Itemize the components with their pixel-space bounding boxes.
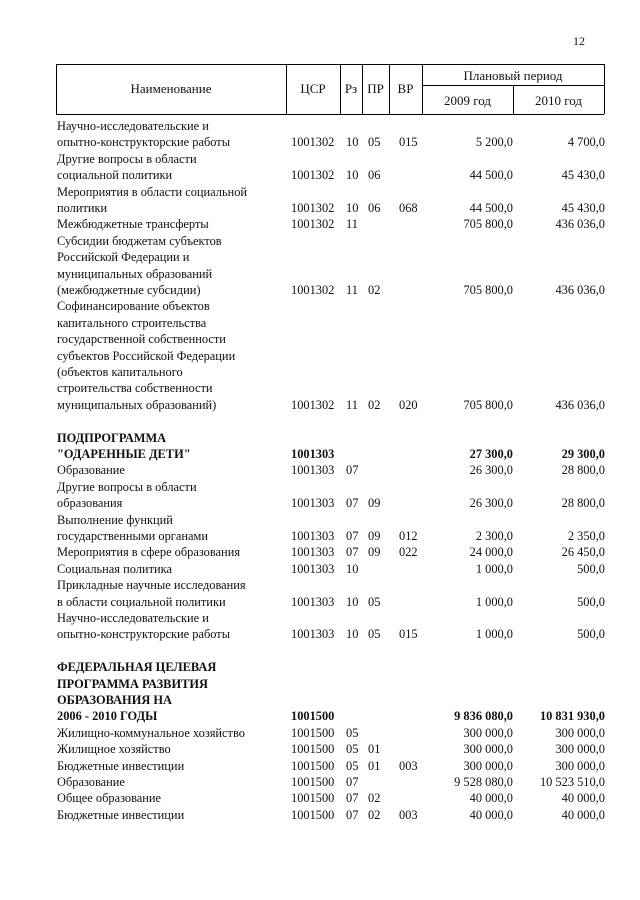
row-name: Межбюджетные трансферты bbox=[57, 217, 209, 232]
table-row bbox=[0, 151, 640, 167]
row-csr: 1001303 bbox=[291, 594, 335, 609]
row-value-2009: 1 000,0 bbox=[475, 561, 513, 576]
row-name: ФЕДЕРАЛЬНАЯ ЦЕЛЕВАЯ bbox=[57, 660, 217, 675]
row-csr: 1001303 bbox=[291, 496, 335, 511]
table-row bbox=[0, 512, 640, 528]
row-value-2009: 40 000,0 bbox=[469, 807, 513, 822]
table-row bbox=[0, 430, 640, 446]
table-row bbox=[0, 708, 640, 724]
row-rz: 10 bbox=[346, 201, 359, 215]
table-row bbox=[0, 626, 640, 642]
table-row bbox=[0, 807, 640, 823]
table-row bbox=[0, 348, 640, 364]
row-value-2010: 40 000,0 bbox=[561, 807, 605, 822]
row-vr: 015 bbox=[399, 627, 418, 642]
table-row bbox=[0, 233, 640, 249]
row-value-2010: 45 430,0 bbox=[561, 168, 605, 183]
row-rz: 11 bbox=[346, 283, 358, 297]
row-csr: 1001302 bbox=[291, 135, 335, 150]
row-value-2010: 300 000,0 bbox=[555, 742, 605, 757]
row-value-2009: 27 300,0 bbox=[469, 447, 513, 461]
row-name: Бюджетные инвестиции bbox=[57, 807, 185, 822]
table-row bbox=[0, 741, 640, 757]
table-row bbox=[0, 266, 640, 282]
row-rz: 10 bbox=[346, 168, 359, 183]
row-csr: 1001500 bbox=[291, 791, 335, 806]
row-csr: 1001302 bbox=[291, 168, 335, 183]
row-pr: 09 bbox=[368, 545, 381, 560]
row-name: Субсидии бюджетам субъектов bbox=[57, 233, 222, 248]
row-csr: 1001302 bbox=[291, 283, 335, 297]
table-row bbox=[0, 331, 640, 347]
table-row bbox=[0, 184, 640, 200]
table-row bbox=[0, 462, 640, 478]
row-rz: 10 bbox=[346, 135, 359, 150]
row-vr: 015 bbox=[399, 135, 418, 150]
table-row bbox=[0, 364, 640, 380]
row-name: Прикладные научные исследования bbox=[57, 578, 246, 593]
row-rz: 05 bbox=[346, 758, 359, 773]
table-row bbox=[0, 725, 640, 741]
row-rz: 07 bbox=[346, 496, 359, 511]
row-pr: 01 bbox=[368, 742, 381, 757]
row-name: Софинансирование объектов bbox=[57, 299, 210, 314]
row-name: Социальная политика bbox=[57, 561, 172, 576]
row-name: Выполнение функций bbox=[57, 512, 173, 527]
row-pr: 02 bbox=[368, 791, 381, 806]
row-value-2010: 300 000,0 bbox=[555, 725, 605, 740]
row-csr: 1001500 bbox=[291, 742, 335, 757]
table-row bbox=[0, 495, 640, 511]
row-vr: 068 bbox=[399, 201, 418, 215]
row-value-2010: 4 700,0 bbox=[567, 135, 605, 150]
table-row bbox=[0, 594, 640, 610]
row-value-2010: 500,0 bbox=[577, 627, 605, 642]
row-rz: 05 bbox=[346, 742, 359, 757]
header-name: Наименование bbox=[130, 81, 212, 96]
row-value-2009: 705 800,0 bbox=[463, 397, 513, 412]
header-period: Плановый период bbox=[463, 68, 563, 83]
row-value-2009: 300 000,0 bbox=[463, 742, 513, 757]
row-name: (межбюджетные субсидии) bbox=[57, 283, 201, 297]
table-row bbox=[0, 758, 640, 774]
row-rz: 11 bbox=[346, 217, 358, 232]
row-csr: 1001500 bbox=[291, 709, 335, 724]
row-value-2010: 500,0 bbox=[577, 594, 605, 609]
row-value-2009: 26 300,0 bbox=[469, 463, 513, 478]
header-vr: ВР bbox=[397, 81, 414, 96]
row-csr: 1001500 bbox=[291, 807, 335, 822]
row-name: Мероприятия в области социальной bbox=[57, 184, 248, 199]
table-row bbox=[0, 692, 640, 708]
header-csr: ЦСР bbox=[300, 81, 326, 96]
row-pr: 05 bbox=[368, 627, 381, 642]
table-row bbox=[0, 659, 640, 675]
row-rz: 07 bbox=[346, 775, 359, 789]
row-value-2009: 300 000,0 bbox=[463, 725, 513, 740]
row-name: государственными органами bbox=[57, 529, 208, 543]
row-name: муниципальных образований bbox=[57, 266, 213, 281]
header-2010: 2010 год bbox=[535, 93, 582, 108]
row-value-2009: 300 000,0 bbox=[463, 758, 513, 773]
row-name: опытно-конструкторские работы bbox=[57, 627, 231, 642]
row-name: социальной политики bbox=[57, 168, 173, 183]
row-pr: 02 bbox=[368, 807, 381, 822]
row-value-2010: 10 831 930,0 bbox=[539, 709, 605, 724]
table-row bbox=[0, 134, 640, 150]
row-name: Другие вопросы в области bbox=[57, 479, 197, 494]
row-name: Жилищно-коммунальное хозяйство bbox=[57, 725, 245, 740]
row-rz: 10 bbox=[346, 627, 359, 642]
row-rz: 11 bbox=[346, 397, 358, 412]
table-row bbox=[0, 528, 640, 544]
row-vr: 022 bbox=[399, 545, 418, 560]
row-value-2010: 436 036,0 bbox=[555, 217, 605, 232]
row-name: Научно-исследовательские и bbox=[57, 119, 209, 133]
table-row bbox=[0, 577, 640, 593]
row-rz: 07 bbox=[346, 807, 359, 822]
table-row bbox=[0, 413, 640, 429]
table-row bbox=[0, 167, 640, 183]
row-value-2010: 29 300,0 bbox=[561, 447, 605, 461]
row-value-2010: 436 036,0 bbox=[555, 397, 605, 412]
row-csr: 1001302 bbox=[291, 217, 335, 232]
row-csr: 1001303 bbox=[291, 447, 335, 461]
row-value-2010: 40 000,0 bbox=[561, 791, 605, 806]
row-value-2010: 28 800,0 bbox=[561, 496, 605, 511]
table-row bbox=[0, 282, 640, 298]
table-row bbox=[0, 479, 640, 495]
row-value-2009: 2 300,0 bbox=[475, 529, 513, 543]
row-value-2009: 705 800,0 bbox=[463, 283, 513, 297]
row-value-2010: 10 523 510,0 bbox=[539, 775, 605, 789]
row-csr: 1001500 bbox=[291, 725, 335, 740]
row-csr: 1001303 bbox=[291, 463, 335, 478]
row-rz: 07 bbox=[346, 791, 359, 806]
table-row bbox=[0, 561, 640, 577]
row-name: Научно-исследовательские и bbox=[57, 611, 209, 625]
row-pr: 06 bbox=[368, 201, 381, 215]
row-csr: 1001302 bbox=[291, 201, 335, 215]
row-name: образования bbox=[57, 496, 123, 511]
row-value-2010: 2 350,0 bbox=[567, 529, 605, 543]
table-row bbox=[0, 397, 640, 413]
page-number: 12 bbox=[573, 34, 585, 48]
row-vr: 003 bbox=[399, 807, 418, 822]
row-name: Бюджетные инвестиции bbox=[57, 758, 185, 773]
row-name: в области социальной политики bbox=[57, 594, 226, 609]
row-value-2009: 705 800,0 bbox=[463, 217, 513, 232]
row-value-2009: 5 200,0 bbox=[475, 135, 513, 150]
row-name: ОБРАЗОВАНИЯ НА bbox=[57, 693, 172, 707]
row-value-2010: 500,0 bbox=[577, 561, 605, 576]
row-value-2009: 44 500,0 bbox=[469, 168, 513, 183]
table-row bbox=[0, 298, 640, 314]
row-pr: 09 bbox=[368, 496, 381, 511]
row-name: ПРОГРАММА РАЗВИТИЯ bbox=[57, 676, 208, 691]
row-pr: 05 bbox=[368, 135, 381, 150]
table-row bbox=[0, 216, 640, 232]
row-pr: 05 bbox=[368, 594, 381, 609]
row-rz: 07 bbox=[346, 463, 359, 478]
row-rz: 10 bbox=[346, 561, 359, 576]
row-vr: 003 bbox=[399, 758, 418, 773]
row-name: опытно-конструкторские работы bbox=[57, 135, 231, 150]
row-name: Мероприятия в сфере образования bbox=[57, 545, 241, 560]
row-value-2010: 436 036,0 bbox=[555, 283, 605, 297]
row-value-2010: 300 000,0 bbox=[555, 758, 605, 773]
table-row bbox=[0, 446, 640, 462]
row-value-2009: 9 528 080,0 bbox=[454, 775, 513, 789]
row-csr: 1001303 bbox=[291, 545, 335, 560]
row-name: 2006 - 2010 ГОДЫ bbox=[57, 709, 158, 724]
row-rz: 07 bbox=[346, 545, 359, 560]
row-csr: 1001500 bbox=[291, 775, 335, 789]
table-row bbox=[0, 315, 640, 331]
row-name: муниципальных образований) bbox=[57, 397, 217, 412]
table-row bbox=[0, 610, 640, 626]
table-row bbox=[0, 643, 640, 659]
header-pr: ПР bbox=[367, 81, 384, 96]
row-name: субъектов Российской Федерации bbox=[57, 348, 236, 363]
row-name: Другие вопросы в области bbox=[57, 151, 197, 166]
row-csr: 1001303 bbox=[291, 561, 335, 576]
row-pr: 02 bbox=[368, 397, 381, 412]
row-pr: 09 bbox=[368, 529, 381, 543]
row-name: (объектов капитального bbox=[57, 365, 183, 379]
row-name: ПОДПРОГРАММА bbox=[57, 430, 167, 445]
row-value-2009: 44 500,0 bbox=[469, 201, 513, 215]
row-value-2010: 26 450,0 bbox=[561, 545, 605, 560]
row-csr: 1001303 bbox=[291, 529, 335, 543]
table-row bbox=[0, 676, 640, 692]
row-csr: 1001500 bbox=[291, 758, 335, 773]
table-row bbox=[0, 380, 640, 396]
row-name: политики bbox=[57, 201, 108, 215]
table-row bbox=[0, 200, 640, 216]
row-csr: 1001302 bbox=[291, 397, 335, 412]
row-pr: 01 bbox=[368, 758, 381, 773]
row-pr: 06 bbox=[368, 168, 381, 183]
table-row bbox=[0, 118, 640, 134]
row-name: государственной собственности bbox=[57, 332, 226, 347]
row-csr: 1001303 bbox=[291, 627, 335, 642]
row-name: Российской Федерации и bbox=[57, 250, 190, 265]
row-name: капитального строительства bbox=[57, 315, 207, 330]
row-value-2009: 1 000,0 bbox=[475, 627, 513, 642]
table-row bbox=[0, 790, 640, 806]
row-rz: 10 bbox=[346, 594, 359, 609]
table-row bbox=[0, 774, 640, 790]
row-value-2009: 9 836 080,0 bbox=[454, 709, 513, 724]
row-rz: 07 bbox=[346, 529, 359, 543]
header-rz: Рз bbox=[344, 81, 358, 96]
table-row bbox=[0, 249, 640, 265]
table-row bbox=[0, 544, 640, 560]
row-vr: 020 bbox=[399, 397, 418, 412]
row-name: Жилищное хозяйство bbox=[57, 742, 171, 757]
row-value-2009: 24 000,0 bbox=[469, 545, 513, 560]
row-value-2009: 40 000,0 bbox=[469, 791, 513, 806]
row-rz: 05 bbox=[346, 725, 359, 740]
row-value-2010: 45 430,0 bbox=[561, 201, 605, 215]
row-name: Образование bbox=[57, 463, 125, 478]
row-value-2010: 28 800,0 bbox=[561, 463, 605, 478]
row-pr: 02 bbox=[368, 283, 381, 297]
row-vr: 012 bbox=[399, 529, 418, 543]
row-name: "ОДАРЕННЫЕ ДЕТИ" bbox=[57, 447, 191, 461]
row-value-2009: 26 300,0 bbox=[469, 496, 513, 511]
row-value-2009: 1 000,0 bbox=[475, 594, 513, 609]
row-name: Образование bbox=[57, 775, 125, 789]
row-name: строительства собственности bbox=[57, 381, 213, 396]
header-2009: 2009 год bbox=[444, 93, 491, 108]
row-name: Общее образование bbox=[57, 791, 162, 806]
